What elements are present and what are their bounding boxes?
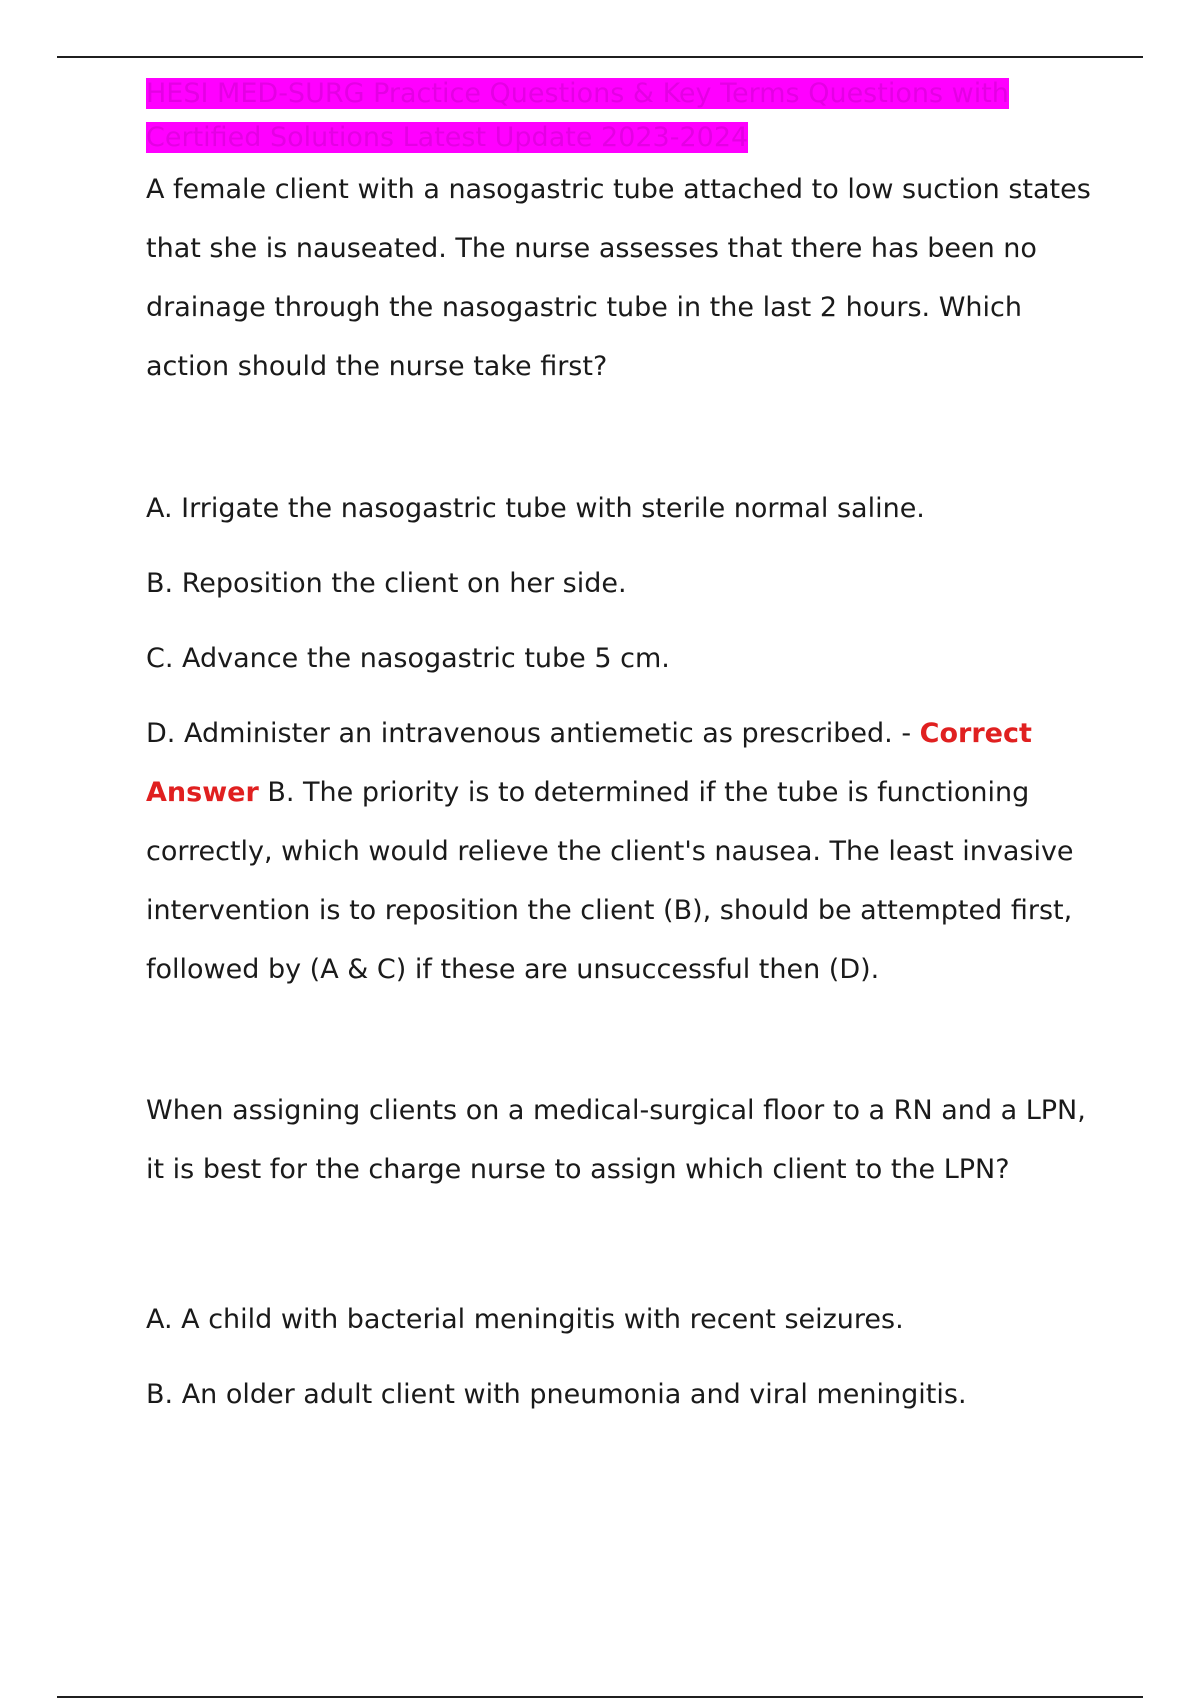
question-1-option-b: B. Reposition the client on her side. (146, 568, 627, 599)
document-body (146, 72, 1096, 1424)
question-1-option-d: D. Administer an intravenous antiemetic as prescribed. - (146, 718, 920, 749)
top-rule (57, 56, 1143, 58)
question-1-option-c: C. Advance the nasogastric tube 5 cm. (146, 643, 670, 674)
question-2-option-a: A. A child with bacterial meningitis with recent seizures. (146, 1304, 904, 1335)
title-highlight: HESI MED-SURG Practice Questions & Key Terms Questions with Certified Solutions Latest Update 2023-2024 (146, 78, 1009, 153)
correct-answer-label: Correct Answer (146, 718, 1032, 808)
question-2-option-b: B. An older adult client with pneumonia and viral meningitis. (146, 1379, 967, 1410)
question-2 (146, 1081, 1096, 1424)
question-1-rationale: B. The priority is to determined if the tube is functioning correctly, which would relieve the client's nausea. The least invasive intervention is to reposition the client (B), should be attempted first, followed by (A & C) if these are unsuccessful then (D). (146, 777, 1074, 985)
question-1-option-a: A. Irrigate the nasogastric tube with sterile normal saline. (146, 493, 925, 524)
question-1 (146, 160, 1096, 999)
question-2-stem: When assigning clients on a medical-surgical floor to a RN and a LPN, it is best for the charge nurse to assign which client to the LPN? (146, 1095, 1086, 1185)
bottom-rule (57, 1696, 1143, 1698)
question-1-stem: A female client with a nasogastric tube attached to low suction states that she is nauseated. The nurse assesses that there has been no drainage through the nasogastric tube in the last 2 hours. Which action should the nurse take first? (146, 174, 1091, 382)
document-title (146, 72, 1096, 160)
question-1-option-d-and-answer (146, 704, 1096, 999)
